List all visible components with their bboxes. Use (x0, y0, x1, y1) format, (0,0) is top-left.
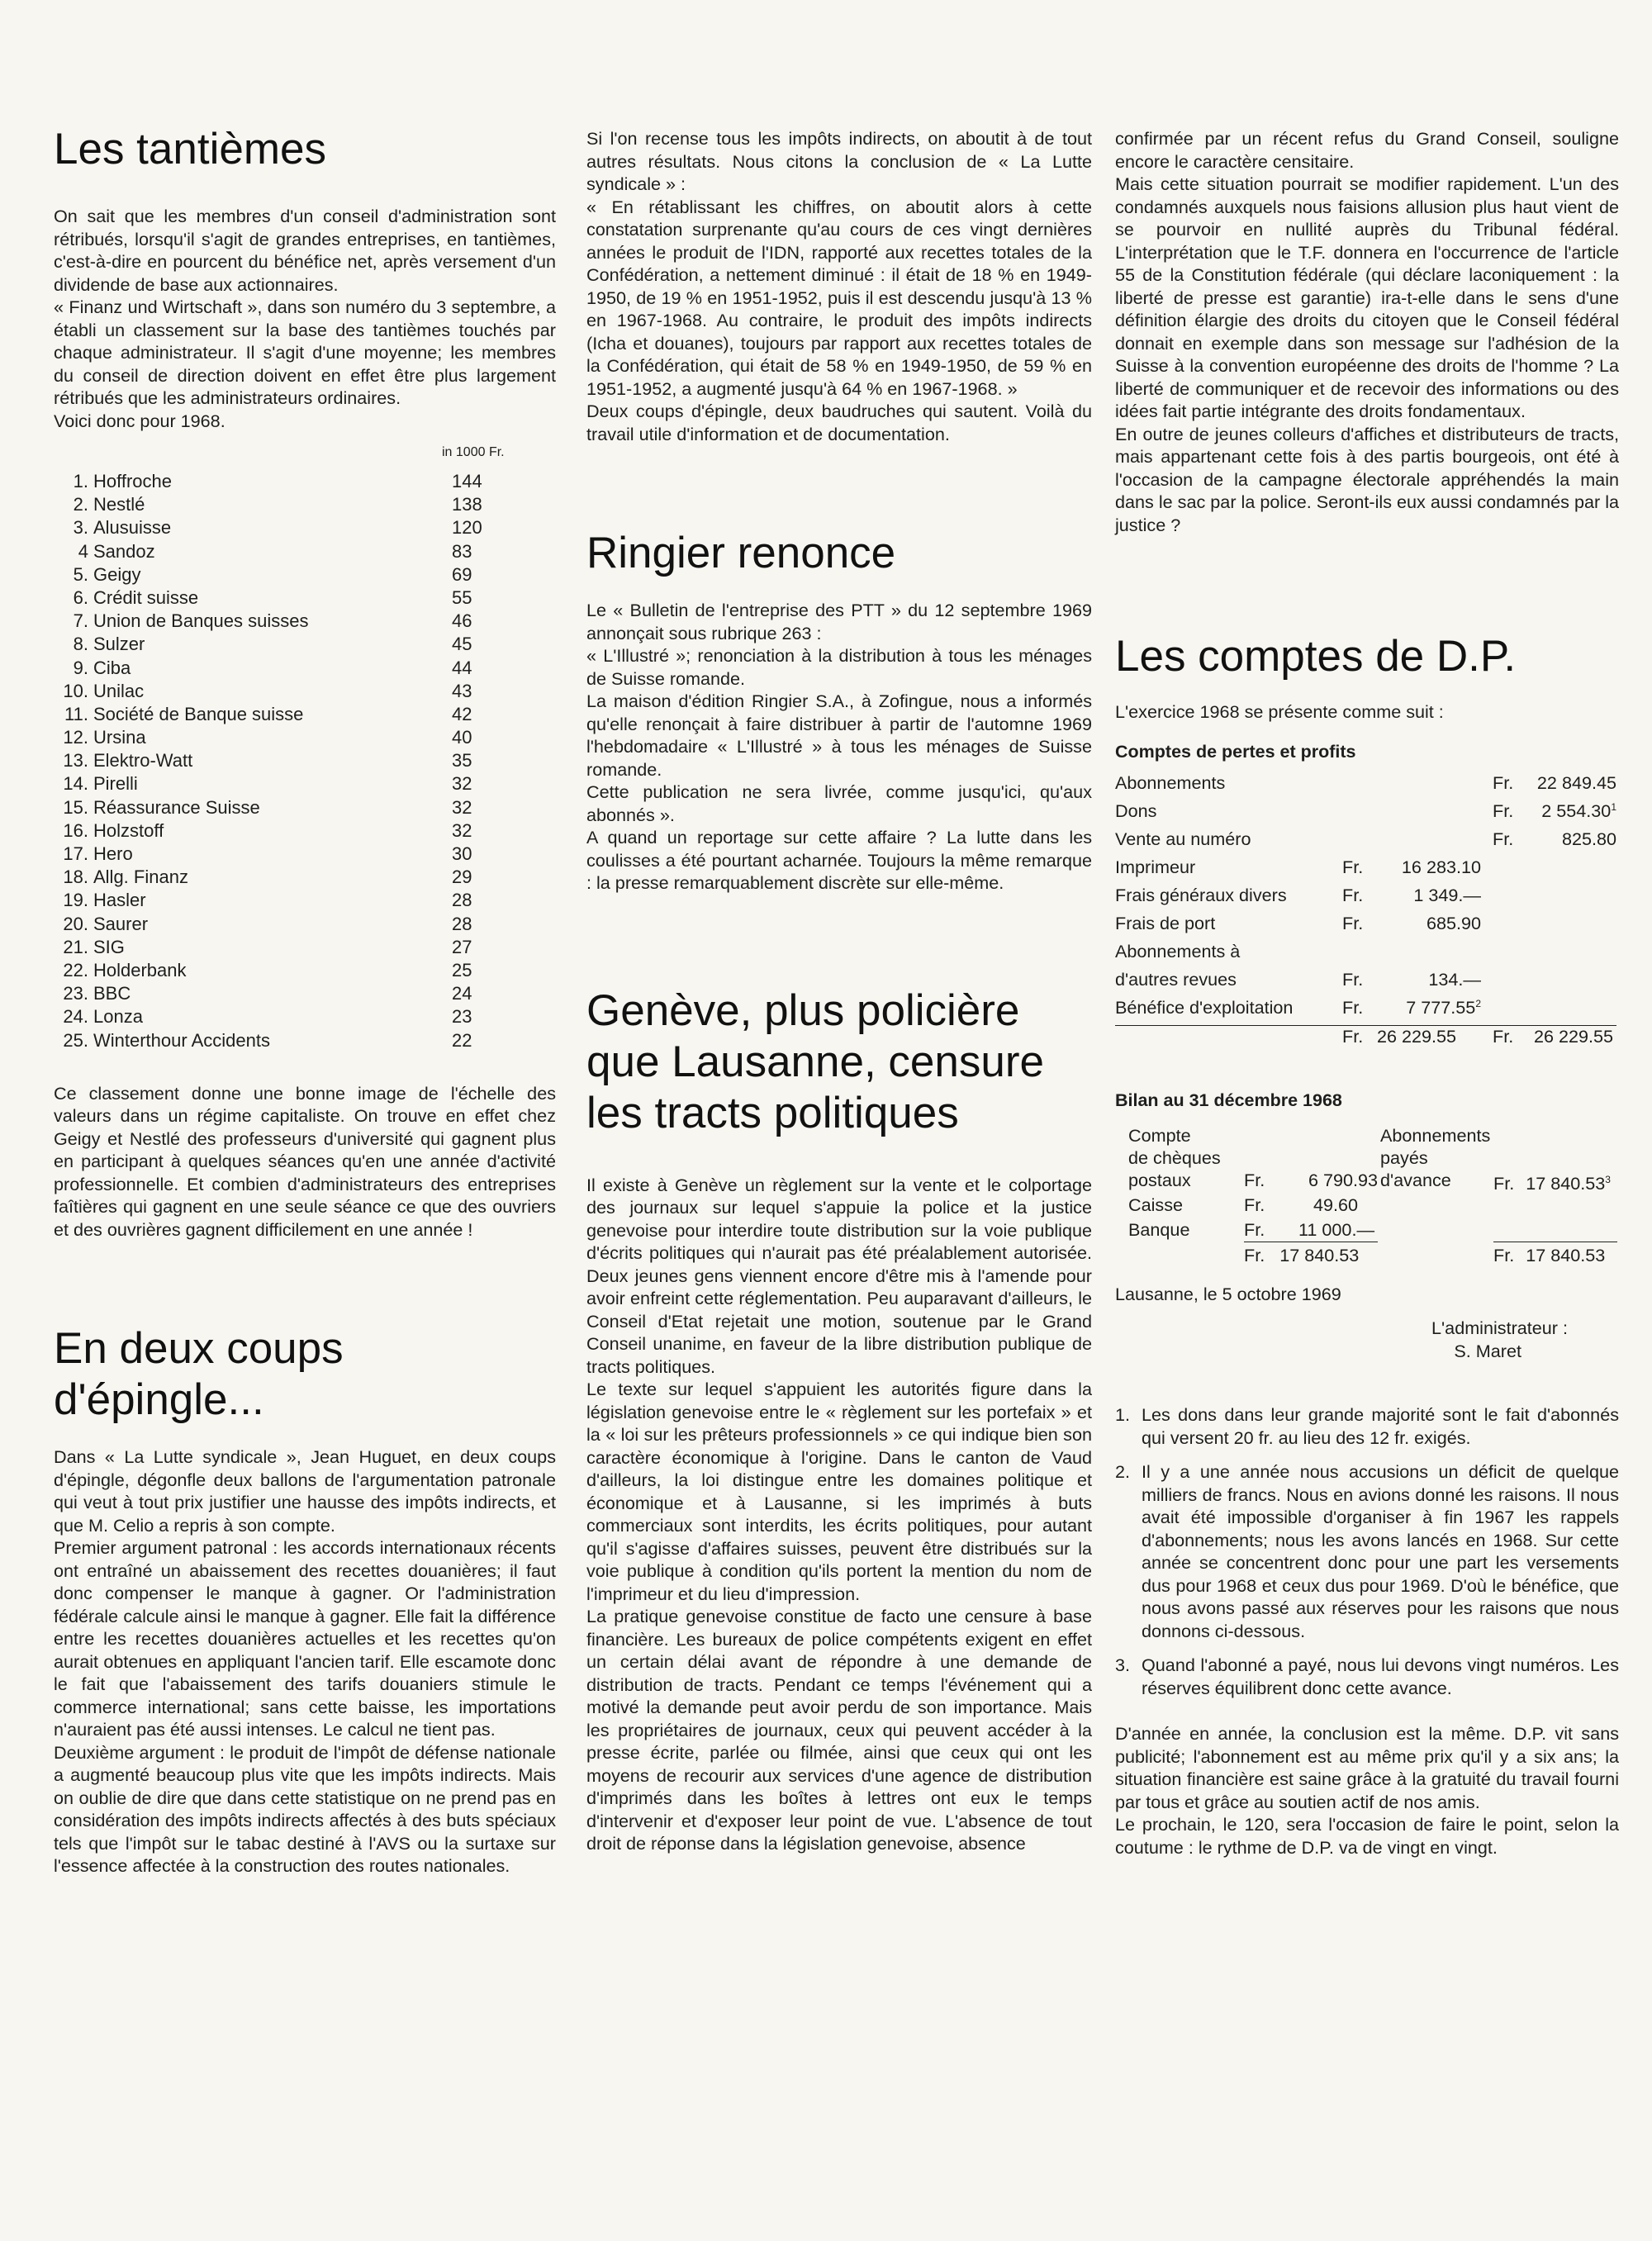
bilan-right-label (1380, 1124, 1490, 1191)
ranking-number: 10. (63, 680, 88, 701)
ranking-number: 9. (73, 657, 88, 678)
ranking-row (54, 680, 556, 703)
geneve-title-line-3: les tracts politiques (586, 1088, 959, 1137)
ranking-company: Hoffroche (93, 471, 172, 491)
account-label: d'autres revues (1115, 968, 1237, 990)
account-label: Frais généraux divers (1115, 884, 1287, 905)
ranking-number: 24. (63, 1006, 88, 1028)
ranking-number: 20. (63, 913, 88, 934)
ranking-number: 18. (63, 866, 88, 888)
ranking-company: SIG (93, 936, 125, 957)
tantiemes-paragraph-3: Voici donc pour 1968. (54, 410, 225, 431)
ringier-title: Ringier renonce (586, 529, 896, 577)
ranking-value: 144 (452, 471, 482, 491)
ranking-value: 43 (452, 680, 472, 701)
bilan-fr-1: Fr. (1244, 1169, 1265, 1190)
ranking-value: 27 (452, 936, 472, 957)
epingle-title-line-1: En deux coups (54, 1324, 344, 1374)
ranking-row (54, 796, 556, 819)
total-currency-1: Fr. (1342, 1025, 1377, 1054)
footnote-text: Les dons dans leur grande majorité sont le fait d'abonnés qui versent 20 fr. au lieu des 12 fr. exigés. (1142, 1404, 1619, 1448)
signature-block (1115, 1317, 1619, 1362)
epingle-quote: « En rétablissant les chiffres, on aboutit alors à cette constatation surprenante qu'au cours de ces vingt dernières années le produit de l'IDN, rapporté aux recettes totales de la Confédération, a nettement diminué : il était de 18 % en 1949-1950, de 19 % en 1951-1952, puis il est descendu jusqu'à 13 % en 1967-1968. Au contraire, le produit des impôts indirects (Icha et douanes), toujours par rapport aux recettes totales de la Confédération, qui était de 58 % en 1949-1950, de 59 % en 1951-1952, a augmenté jusqu'à 64 % en 1967-1968. » (586, 196, 1092, 399)
ranking-number: 1. (73, 471, 88, 491)
value-credit (1534, 857, 1616, 885)
ranking-number: 2. (73, 494, 88, 515)
ranking-row (54, 936, 556, 959)
ranking-row (54, 586, 556, 610)
bilan-fr-3: Fr. (1244, 1218, 1265, 1240)
ranking-row (54, 772, 556, 795)
footnote-ref: 2 (1475, 997, 1481, 1009)
pertes-profits-row (1115, 857, 1616, 885)
geneve-paragraph-5: Mais cette situation pourrait se modifier rapidement. L'un des condamnés auxquels nous faisions allusion plus haut vient de se pourvoir en nullité auprès du Tribunal fédéral. L'interprétation que le T.F. donnera en l'occurrence de l'article 55 de la Constitution fédérale (qui déclare laconiquement : la liberté de presse est garantie) ira-t-elle dans le sens d'une définition élargie des droits du citoyen que le Conseil fédéral donnait en exemple dans son message sur l'adhésion de la Suisse à la convention européenne des droits de l'homme ? La liberté de communiquer et de recevoir des informations ou des idées fait partie intégrante des droits fondamentaux. (1115, 173, 1619, 421)
ranking-number: 4 (78, 540, 88, 562)
ranking-row (54, 843, 556, 866)
value-debit: 134.— (1428, 968, 1481, 990)
comptes-title: Les comptes de D.P. (1115, 632, 1517, 681)
ranking-company: Nestlé (93, 494, 145, 515)
ranking-number: 11. (64, 703, 88, 724)
ranking-row (54, 1029, 556, 1052)
ranking-company: BBC (93, 983, 131, 1004)
ranking-row (54, 703, 556, 726)
bilan-compte: Compte (1128, 1124, 1191, 1146)
currency-debit: Fr. (1342, 912, 1364, 933)
currency-debit: Fr. (1342, 856, 1364, 877)
ranking-value: 42 (452, 703, 472, 724)
ranking-company: Union de Banques suisses (93, 610, 309, 632)
ranking-value: 35 (452, 750, 472, 772)
bilan-left-total (1244, 1242, 1378, 1266)
ranking-number: 17. (63, 843, 88, 864)
ranking-value: 25 (452, 959, 472, 980)
bilan-right-value (1493, 1169, 1611, 1194)
epingle-paragraph-2: Premier argument patronal : les accords internationaux récents ont entraîné un abaissement des recettes douanières; il faut donc compenser le manque à gagner. Or l'administration fédérale calcule ainsi le manque à gagner. Elle fait la différence entre les recettes douanières actuelles et les recettes qu'on aurait obtenues en appliquant l'ancien tarif. Elle escamote donc le fait que l'abaissement des tarifs douaniers stimule le commerce international; sans cette baisse, les importations n'auraient pas été aussi intenses. Le calcul ne tient pas. (54, 1537, 556, 1740)
epingle-paragraph-4: Si l'on recense tous les impôts indirects, on aboutit à de tout autres résultats. Nous citons la conclusion de « La Lutte syndicale » : (586, 128, 1092, 194)
ranking-number: 7. (73, 610, 88, 632)
pertes-profits-heading: Comptes de pertes et profits (1115, 741, 1356, 762)
ranking-number: 16. (63, 819, 88, 841)
value-debit: 1 349.— (1413, 884, 1481, 905)
ranking-number: 14. (63, 773, 88, 795)
bilan-avance: d'avance (1380, 1169, 1451, 1190)
value-debit: 7 777.55$^2$ (1406, 996, 1481, 1018)
column-1 (54, 124, 556, 1878)
account-label: Abonnements à (1115, 940, 1241, 961)
currency-credit: Fr. (1493, 772, 1514, 793)
epingle-paragraph-3: Deuxième argument : le produit de l'impôt de défense nationale a augmenté beaucoup plus vite que les impôts indirects. Mais on oublie de dire que dans cette statistique on ne prend pas en considération des impôts indirects affectés à des buts spéciaux tels que l'impôt sur le tabac destiné à l'AVS ou la surtaxe sur l'essence affectée à la construction des routes nationales. (54, 1741, 556, 1877)
ringier-paragraph-2: « L'Illustré »; renonciation à la distribution à tous les ménages de Suisse romande. (586, 645, 1092, 689)
tantiemes-paragraph-4: Ce classement donne une bonne image de l'échelle des valeurs dans un régime capitaliste. On trouve en effet chez Geigy et Nestlé des professeurs d'université qui gagnent plus en participant à quelques séances qu'en une année d'activité professionnelle. Et combien d'administrateurs des entreprises faîtières qui gagnent en une seule séance ce que des ouvriers et des ouvrières gagnent difficilement en une année ! (54, 1082, 556, 1240)
ranking-row (54, 889, 556, 912)
epingle-paragraph-1: Dans « La Lutte syndicale », Jean Huguet, en deux coups d'épingle, dégonfle deux ballons de l'argumentation patronale qui veut à tout prix justifier une hausse des impôts indirects, et que M. Celio a repris à son compte. (54, 1446, 556, 1536)
bilan-right-total (1493, 1242, 1617, 1266)
currency-debit (1342, 800, 1377, 829)
value-credit: 22 849.45 (1536, 772, 1616, 793)
ranking-company: Réassurance Suisse (93, 796, 260, 818)
ranking-company: Lonza (93, 1006, 143, 1028)
currency-debit: Fr. (1342, 968, 1364, 990)
ranking-company: Ursina (93, 727, 146, 748)
signature-role: L'administrateur : (1431, 1318, 1568, 1338)
ranking-number: 5. (73, 563, 88, 585)
bilan-payes: payés (1380, 1147, 1428, 1168)
value-credit (1534, 885, 1616, 913)
ranking-number: 22. (63, 959, 88, 980)
pertes-profits-row (1115, 772, 1616, 800)
value-debit (1377, 772, 1493, 800)
ranking-number: 15. (63, 796, 88, 818)
value-credit: 2 554.30$^1$ (1541, 800, 1616, 821)
ranking-row (54, 726, 556, 749)
ranking-value: 40 (452, 727, 472, 748)
pertes-profits-row (1115, 997, 1616, 1026)
geneve-title-line-1: Genève, plus policière (586, 985, 1020, 1035)
ranking-value: 83 (452, 540, 472, 562)
pertes-profits-row (1115, 829, 1616, 857)
ranking-number: 21. (63, 936, 88, 957)
ranking-number: 23. (63, 983, 88, 1004)
currency-credit (1493, 857, 1534, 885)
footnote-text: Quand l'abonné a payé, nous lui devons vingt numéros. Les réserves équilibrent donc cette avance. (1142, 1655, 1619, 1698)
value-debit: 685.90 (1426, 912, 1481, 933)
ranking-number: 3. (73, 517, 88, 539)
ringier-paragraph-1: Le « Bulletin de l'entreprise des PTT » du 12 septembre 1969 annonçait sous rubrique 263 : (586, 600, 1092, 643)
currency-credit (1493, 885, 1534, 913)
total-value-2: 26 229.55 (1534, 1025, 1616, 1054)
value-debit (1377, 941, 1493, 969)
ranking-value: 32 (452, 819, 472, 841)
currency-credit: Fr. (1493, 800, 1514, 821)
bilan-left-values (1287, 1169, 1378, 1241)
footnote (1115, 1460, 1619, 1642)
account-label: Abonnements (1115, 772, 1226, 793)
footnote (1115, 1403, 1619, 1449)
ranking-value: 32 (452, 796, 472, 818)
ranking-number: 13. (63, 750, 88, 772)
ranking-row (54, 493, 556, 516)
geneve-paragraph-1: Il existe à Genève un règlement sur la vente et le colportage des journaux sur lequel s'appuie la police et la justice genevoise pour interdire toute distribution sur la voie publique d'écrits politiques qui n'aurait pas été préalablement autorisée. Deux jeunes gens viennent encore d'être mis à l'amende pour avoir enfreint cette réglementation. Peu auparavant d'ailleurs, le Conseil d'Etat rejetait une motion, soutenue par le Grand Conseil unanime, en faveur de la libre distribution publique de tracts politiques. (586, 1174, 1092, 1377)
signature-name: S. Maret (1454, 1340, 1521, 1361)
ranking-row (54, 959, 556, 982)
value-credit (1534, 941, 1616, 969)
pertes-profits-row (1115, 913, 1616, 941)
bilan-right-total-fr: Fr. (1493, 1244, 1515, 1265)
ranking-value: 120 (452, 517, 482, 539)
ranking-value: 138 (452, 494, 482, 515)
account-label: Dons (1115, 800, 1157, 821)
ranking-company: Sulzer (93, 634, 145, 655)
account-label: Vente au numéro (1115, 828, 1251, 849)
value-debit (1377, 829, 1493, 857)
bilan-abonnements: Abonnements (1380, 1124, 1491, 1146)
ranking-company: Winterthour Accidents (93, 1029, 270, 1051)
ringier-paragraph-4: Cette publication ne sera livrée, comme jusqu'ici, qu'aux abonnés ». (586, 781, 1092, 825)
ranking-row (54, 982, 556, 1005)
total-value-1: 26 229.55 (1377, 1025, 1493, 1054)
epingle-title-line-2: d'épingle... (54, 1375, 264, 1425)
footnote-text: Il y a une année nous accusions un déficit de quelque milliers de francs. Nous en avions donné les raisons. Il nous avait été impossible d'organiser à fin 1967 les rappels d'abonnements; nous les avons lancés en 1968. Sur cette année se concentrent donc pour une part les versements dus pour 1968 et ceux dus pour 1969. D'où le bénéfice, que nous avons passé aux réserves pour les raisons que nous donnons ci-dessous. (1142, 1461, 1619, 1641)
pertes-profits-row (1115, 941, 1616, 969)
value-credit (1534, 913, 1616, 941)
ranking-value: 32 (452, 773, 472, 795)
column-2 (586, 127, 1092, 1855)
ranking-company: Alusuisse (93, 517, 172, 539)
ranking-value: 46 (452, 610, 472, 632)
bilan-caisse: Caisse (1128, 1194, 1184, 1215)
ranking-company: Geigy (93, 563, 141, 585)
geneve-paragraph-4: confirmée par un récent refus du Grand Conseil, souligne encore le caractère censitaire. (1115, 128, 1619, 172)
ranking-value: 45 (452, 634, 472, 655)
ranking-company: Unilac (93, 680, 145, 701)
ranking-row (54, 749, 556, 772)
ranking-number: 25. (63, 1029, 88, 1051)
currency-credit (1493, 941, 1534, 969)
ranking-company: Pirelli (93, 773, 138, 795)
footnote-ref: 1 (1611, 800, 1616, 813)
ranking-value: 69 (452, 563, 472, 585)
ranking-value: 30 (452, 843, 472, 864)
ranking-company: Hero (93, 843, 133, 864)
ranking-row (54, 657, 556, 680)
bilan-left-total-fr: Fr. (1244, 1244, 1265, 1265)
bilan-cheques: de chèques (1128, 1147, 1221, 1168)
ranking-company: Holderbank (93, 959, 187, 980)
place-date: Lausanne, le 5 octobre 1969 (1115, 1283, 1341, 1304)
bilan-value-cheques: 6 790.93 (1308, 1169, 1378, 1190)
ranking-company: Crédit suisse (93, 586, 199, 608)
account-label: Frais de port (1115, 912, 1216, 933)
ranking-row (54, 540, 556, 563)
pertes-profits-row (1115, 969, 1616, 997)
currency-debit: Fr. (1342, 996, 1364, 1018)
bilan-fr-2: Fr. (1244, 1194, 1265, 1215)
ringier-paragraph-3: La maison d'édition Ringier S.A., à Zofingue, nous a informés qu'elle renonçait à faire distribuer à partir de l'automne 1969 l'hebdomadaire « L'Illustré » à tous les ménages de Suisse romande. (586, 691, 1092, 780)
bilan-value-caisse: 49.60 (1313, 1194, 1358, 1215)
ranking-value: 55 (452, 586, 472, 608)
currency-credit (1493, 997, 1534, 1026)
ranking-row (54, 1005, 556, 1028)
currency-credit (1493, 913, 1534, 941)
ranking-value: 44 (452, 657, 472, 678)
value-debit: 16 283.10 (1401, 856, 1481, 877)
currency-credit: Fr. (1493, 828, 1514, 849)
ranking-value: 28 (452, 913, 472, 934)
bilan-left-currency (1244, 1169, 1265, 1241)
bilan-heading: Bilan au 31 décembre 1968 (1115, 1090, 1342, 1110)
epingle-paragraph-6: Deux coups d'épingle, deux baudruches qui sautent. Voilà du travail utile d'information et de documentation. (586, 401, 1092, 444)
ranking-number: 6. (73, 586, 88, 608)
pertes-profits-total-row (1115, 1025, 1616, 1054)
value-credit (1534, 997, 1616, 1026)
currency-debit (1342, 941, 1377, 969)
ranking-value: 24 (452, 983, 472, 1004)
account-label: Imprimeur (1115, 856, 1196, 877)
footnote-number: 1. (1115, 1404, 1131, 1425)
ranking-row (54, 633, 556, 656)
ranking-number: 19. (63, 890, 88, 911)
tantiemes-paragraph-2: « Finanz und Wirtschaft », dans son numéro du 3 septembre, a établi un classement sur la base des tantièmes touchés par chaque administrateur. Il s'agit d'une moyenne; les membres du conseil de direction doivent en effet être plus largement rétribués que les administrateurs ordinaires. (54, 297, 556, 408)
bilan-right-total-amount: 17 840.53 (1526, 1244, 1606, 1265)
column-3 (1115, 127, 1619, 1859)
footnote-number: 3. (1115, 1655, 1131, 1675)
ranking-row (54, 516, 556, 539)
ranking-unit: in 1000 Fr. (442, 445, 505, 459)
ranking-row (54, 819, 556, 843)
ranking-company: Elektro-Watt (93, 750, 193, 772)
bilan-postaux: postaux (1128, 1169, 1191, 1190)
tantiemes-title: Les tantièmes (54, 125, 326, 173)
footnote-number: 2. (1115, 1461, 1131, 1482)
ranking-number: 8. (73, 634, 88, 655)
bilan-left-label (1128, 1124, 1221, 1241)
currency-debit (1342, 829, 1377, 857)
bilan-right-amount: 17 840.53 (1526, 1172, 1606, 1194)
tantiemes-ranking (54, 470, 556, 1052)
pertes-profits-row (1115, 885, 1616, 913)
bilan-right-fr: Fr. (1493, 1172, 1515, 1194)
bilan-value-banque: 11 000.— (1298, 1218, 1375, 1240)
geneve-paragraph-3: La pratique genevoise constitue de facto une censure à base financière. Les bureaux de police compétents exigent en effet un certain délai avant de répondre à une demande de distribution de tracts. Pendant ce temps l'événement qui a motivé la demande peut avoir perdu de son importance. Mais les propriétaires de journaux, ceux qui peuvent accéder à la presse écrite, parlée ou filmée, ainsi que ceux qui ont les moyens de recourir aux services d'une agence de distribution d'imprimés dans les boîtes à lettres ont eux le temps d'intervenir et d'exposer leur point de vue. L'absence de tout droit de réponse dans la législation genevoise, absence (586, 1606, 1092, 1854)
value-credit: 825.80 (1561, 828, 1616, 849)
footnote-ref-3: 3 (1605, 1173, 1611, 1185)
comptes-conclusion-1: D'année en année, la conclusion est la même. D.P. vit sans publicité; l'abonnement est au même prix qu'il y a six ans; la situation financière est saine grâce à la gratuité du travail fourni par tous et grâce au soutien actif de nos amis. (1115, 1723, 1619, 1812)
ranking-company: Holzstoff (93, 819, 164, 841)
footnotes (1115, 1403, 1619, 1699)
comptes-conclusion-2: Le prochain, le 120, sera l'occasion de faire le point, selon la coutume : le rythme de D.P. va de vingt en vingt. (1115, 1814, 1619, 1858)
ranking-value: 29 (452, 866, 472, 888)
ranking-value: 23 (452, 1006, 472, 1028)
pertes-profits-table (1115, 772, 1616, 1054)
ranking-row (54, 866, 556, 889)
value-debit (1377, 800, 1493, 829)
ranking-row (54, 610, 556, 633)
ranking-row (54, 913, 556, 936)
ranking-company: Hasler (93, 890, 146, 911)
ranking-company: Ciba (93, 657, 131, 678)
comptes-intro: L'exercice 1968 se présente comme suit : (1115, 701, 1444, 722)
bilan-table (1128, 1124, 1619, 1273)
pertes-profits-row (1115, 800, 1616, 829)
geneve-paragraph-2: Le texte sur lequel s'appuient les autorités figure dans la législation genevoise entre le « règlement sur les portefaix » et la « loi sur les prêteurs professionnels » ce qui indique bien son caractère économique à l'origine. Dans le canton de Vaud d'ailleurs, la loi distingue entre les domaines politique et économique et à Lausanne, si les imprimés à buts commerciaux sont interdits, les écrits politiques, pour autant qu'il s'agisse d'affaires suisses, peuvent être distribués sur la voie publique à condition qu'ils portent la mention du nom de l'imprimeur et du lieu d'impression. (586, 1379, 1092, 1604)
ringier-paragraph-5: A quand un reportage sur cette affaire ? La lutte dans les coulisses a été pourtant acharnée. Toujours la même remarque : la presse remarquablement discrète sur elle-même. (586, 827, 1092, 893)
geneve-title-line-2: que Lausanne, censure (586, 1037, 1044, 1086)
ranking-company: Société de Banque suisse (93, 703, 304, 724)
ranking-value: 22 (452, 1029, 472, 1051)
value-credit (1534, 969, 1616, 997)
account-label: Bénéfice d'exploitation (1115, 996, 1294, 1018)
ranking-row (54, 470, 556, 493)
currency-credit (1493, 969, 1534, 997)
footnote (1115, 1654, 1619, 1699)
currency-debit: Fr. (1342, 884, 1364, 905)
bilan-banque: Banque (1128, 1218, 1190, 1240)
ranking-value: 28 (452, 890, 472, 911)
geneve-paragraph-6: En outre de jeunes colleurs d'affiches et distributeurs de tracts, mais appartenant cette fois à des partis bourgeois, ont été à l'occasion de la campagne électorale appréhendés la main dans le sac par la police. Seront-ils eux aussi condamnés par la justice ? (1115, 423, 1619, 535)
ranking-row (54, 563, 556, 586)
tantiemes-paragraph-1: On sait que les membres d'un conseil d'administration sont rétribués, lorsqu'il s'agit de grandes entreprises, en tantièmes, c'est-à-dire en pourcent du bénéfice net, après versement d'un dividende de base aux actionnaires. (54, 206, 556, 295)
ranking-number: 12. (63, 727, 88, 748)
ranking-company: Sandoz (93, 540, 155, 562)
bilan-left-total-amount: 17 840.53 (1279, 1244, 1360, 1265)
total-currency-2: Fr. (1493, 1025, 1534, 1054)
ranking-company: Saurer (93, 913, 149, 934)
currency-debit (1342, 772, 1377, 800)
ranking-company: Allg. Finanz (93, 866, 188, 888)
